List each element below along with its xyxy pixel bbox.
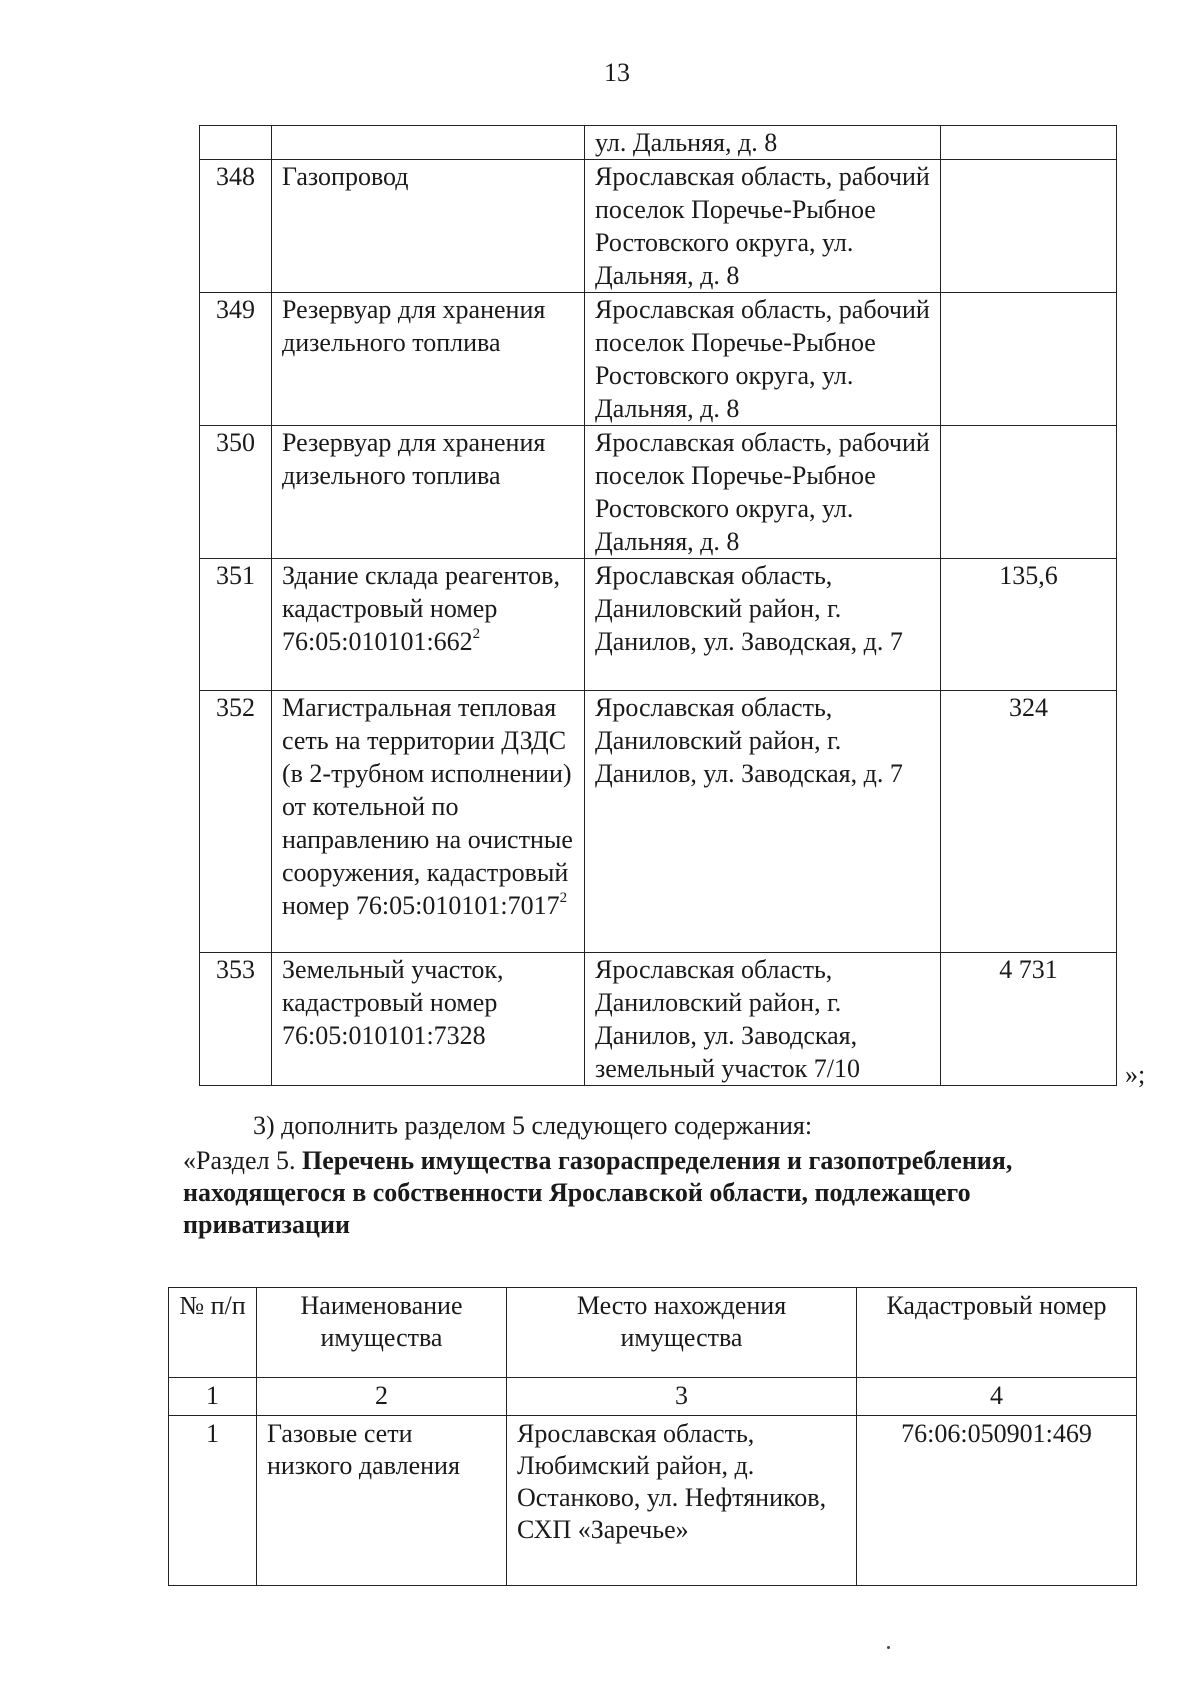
row-number: 349 (200, 293, 272, 426)
property-area (941, 426, 1117, 559)
property-name-text: Здание склада реагентов, кадастровый номер 76:05:010101:662 (282, 561, 560, 656)
supplement-paragraph: 3) дополнить разделом 5 следующего содержания: (253, 1111, 813, 1140)
property-name: Резервуар для хранения дизельного топлива (272, 426, 585, 559)
property-area (941, 126, 1117, 160)
column-header: Наименование имущества (257, 1288, 507, 1378)
table-row (200, 426, 1117, 559)
property-name (272, 126, 585, 160)
column-header: Место нахождения имущества (507, 1288, 857, 1378)
property-name: Резервуар для хранения дизельного топлива (272, 293, 585, 426)
property-location: Ярославская область, Даниловский район, г. Данилов, ул. Заводская, д. 7 (585, 559, 941, 691)
row-number: 353 (200, 953, 272, 1086)
column-number-row (169, 1378, 1137, 1416)
cadastral-number: 76:06:050901:469 (857, 1416, 1137, 1586)
row-number: 350 (200, 426, 272, 559)
table-row (200, 126, 1117, 160)
property-name: Земельный участок, кадастровый номер 76:05:010101:7328 (272, 953, 585, 1086)
property-location: Ярославская область, Даниловский район, г. Данилов, ул. Заводская, земельный участок 7/10 (585, 953, 941, 1086)
row-number (200, 126, 272, 160)
column-number: 1 (169, 1378, 257, 1416)
property-area (941, 160, 1117, 293)
column-header: Кадастровый номер (857, 1288, 1137, 1378)
property-area: 4 731 (941, 953, 1117, 1086)
closing-quote: »; (1125, 1060, 1146, 1089)
column-number: 4 (857, 1378, 1137, 1416)
property-name (272, 691, 585, 953)
property-location: Ярославская область, Даниловский район, г. Данилов, ул. Заводская, д. 7 (585, 691, 941, 953)
header-row (169, 1288, 1137, 1378)
property-name (272, 559, 585, 691)
section-heading (183, 1145, 1129, 1241)
property-name: Газопровод (272, 160, 585, 293)
scan-speck (887, 1646, 890, 1649)
table-row (200, 559, 1117, 691)
privatization-table (168, 1287, 1137, 1586)
row-number: 348 (200, 160, 272, 293)
table-row (200, 293, 1117, 426)
property-area (941, 293, 1117, 426)
footnote-mark: 2 (472, 626, 481, 642)
property-location: Ярославская область, рабочий поселок Поречье-Рыбное Ростовского округа, ул. Дальняя, д. 8 (585, 160, 941, 293)
section-title: Перечень имущества газораспределения и газопотребления, находящегося в собственности Ярославской области, подлежащего приватизации (183, 1146, 1013, 1239)
table-row (200, 953, 1117, 1086)
column-number: 3 (507, 1378, 857, 1416)
column-header: № п/п (169, 1288, 257, 1378)
property-area: 324 (941, 691, 1117, 953)
property-name-text: Магистральная тепловая сеть на территории ДЗДС (в 2-трубном исполнении) от котельной по направлению на очистные сооружения, кадастровый номер 76:05:010101:7017 (282, 693, 573, 920)
row-number: 352 (200, 691, 272, 953)
row-number: 351 (200, 559, 272, 691)
property-location: Ярославская область, рабочий поселок Поречье-Рыбное Ростовского округа, ул. Дальняя, д. 8 (585, 426, 941, 559)
table-row (200, 691, 1117, 953)
column-number: 2 (257, 1378, 507, 1416)
row-number: 1 (169, 1416, 257, 1586)
property-area: 135,6 (941, 559, 1117, 691)
footnote-mark: 2 (559, 890, 568, 906)
page-number: 13 (604, 58, 630, 87)
property-location: Ярославская область, рабочий поселок Поречье-Рыбное Ростовского округа, ул. Дальняя, д. 8 (585, 293, 941, 426)
table-row (169, 1416, 1137, 1586)
table-row (200, 160, 1117, 293)
property-location: ул. Дальняя, д. 8 (585, 126, 941, 160)
property-name: Газовые сети низкого давления (257, 1416, 507, 1586)
property-location: Ярославская область, Любимский район, д. Останково, ул. Нефтяников, СХП «Заречье» (507, 1416, 857, 1586)
section-prefix: «Раздел 5. (183, 1146, 296, 1175)
property-table-continued (199, 125, 1117, 1086)
